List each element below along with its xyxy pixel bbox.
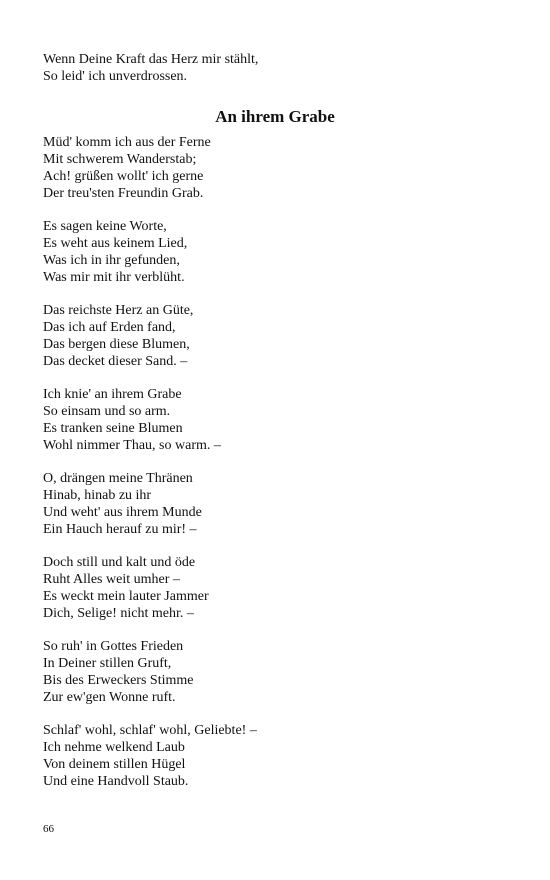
stanza-5: [43, 470, 503, 538]
poem-body: [43, 134, 503, 806]
poem-line: Ach! grüßen wollt' ich gerne: [43, 169, 204, 184]
poem-line: In Deiner stillen Gruft,: [43, 656, 172, 671]
poem-line: Ich nehme welkend Laub: [43, 740, 185, 755]
poem-line: Das ich auf Erden fand,: [43, 320, 176, 335]
poem-line: Das bergen diese Blumen,: [43, 337, 190, 352]
poem-line: Mit schwerem Wanderstab;: [43, 152, 197, 167]
poem-line: Ein Hauch herauf zu mir! –: [43, 522, 197, 537]
poem-line: Und weht' aus ihrem Munde: [43, 505, 202, 520]
poem-line: Das reichste Herz an Güte,: [43, 303, 194, 318]
poem-line: Zur ew'gen Wonne ruft.: [43, 690, 176, 705]
poem-line: Wenn Deine Kraft das Herz mir stählt,: [43, 52, 259, 67]
poem-line: Müd' komm ich aus der Ferne: [43, 135, 211, 150]
poem-line: Von deinem stillen Hügel: [43, 757, 186, 772]
poem-line: Es weht aus keinem Lied,: [43, 236, 188, 251]
stanza-2: [43, 218, 503, 286]
poem-line: Der treu'sten Freundin Grab.: [43, 186, 204, 201]
poem-line: Das decket dieser Sand. –: [43, 354, 188, 369]
stanza-3: [43, 302, 503, 370]
poem-line: Ich knie' an ihrem Grabe: [43, 387, 182, 402]
stanza-6: [43, 554, 503, 622]
page-number: 66: [43, 823, 54, 835]
stanza-7: [43, 638, 503, 706]
poem-line: So ruh' in Gottes Frieden: [43, 639, 184, 654]
poem-line: Was mir mit ihr verblüht.: [43, 270, 185, 285]
poem-line: O, drängen meine Thränen: [43, 471, 193, 486]
poem-line: So einsam und so arm.: [43, 404, 171, 419]
poem-line: Ruht Alles weit umher –: [43, 572, 180, 587]
poem-line: Es weckt mein lauter Jammer: [43, 589, 209, 604]
poem-line: Und eine Handvoll Staub.: [43, 774, 189, 789]
poem-line: Was ich in ihr gefunden,: [43, 253, 180, 268]
poem-line: Es tranken seine Blumen: [43, 421, 183, 436]
poem-line: Es sagen keine Worte,: [43, 219, 167, 234]
poem-line: Doch still und kalt und öde: [43, 555, 196, 570]
stanza-4: [43, 386, 503, 454]
previous-poem-ending: [43, 51, 503, 85]
poem-line: Wohl nimmer Thau, so warm. –: [43, 438, 221, 453]
stanza-1: [43, 134, 503, 202]
poem-line: Schlaf' wohl, schlaf' wohl, Geliebte! –: [43, 723, 257, 738]
poem-line: Hinab, hinab zu ihr: [43, 488, 152, 503]
stanza-8: [43, 722, 503, 790]
poem-line: So leid' ich unverdrossen.: [43, 69, 188, 84]
poem-line: Dich, Selige! nicht mehr. –: [43, 606, 194, 621]
poem-line: Bis des Erweckers Stimme: [43, 673, 194, 688]
poem-title: An ihrem Grabe: [215, 107, 335, 126]
